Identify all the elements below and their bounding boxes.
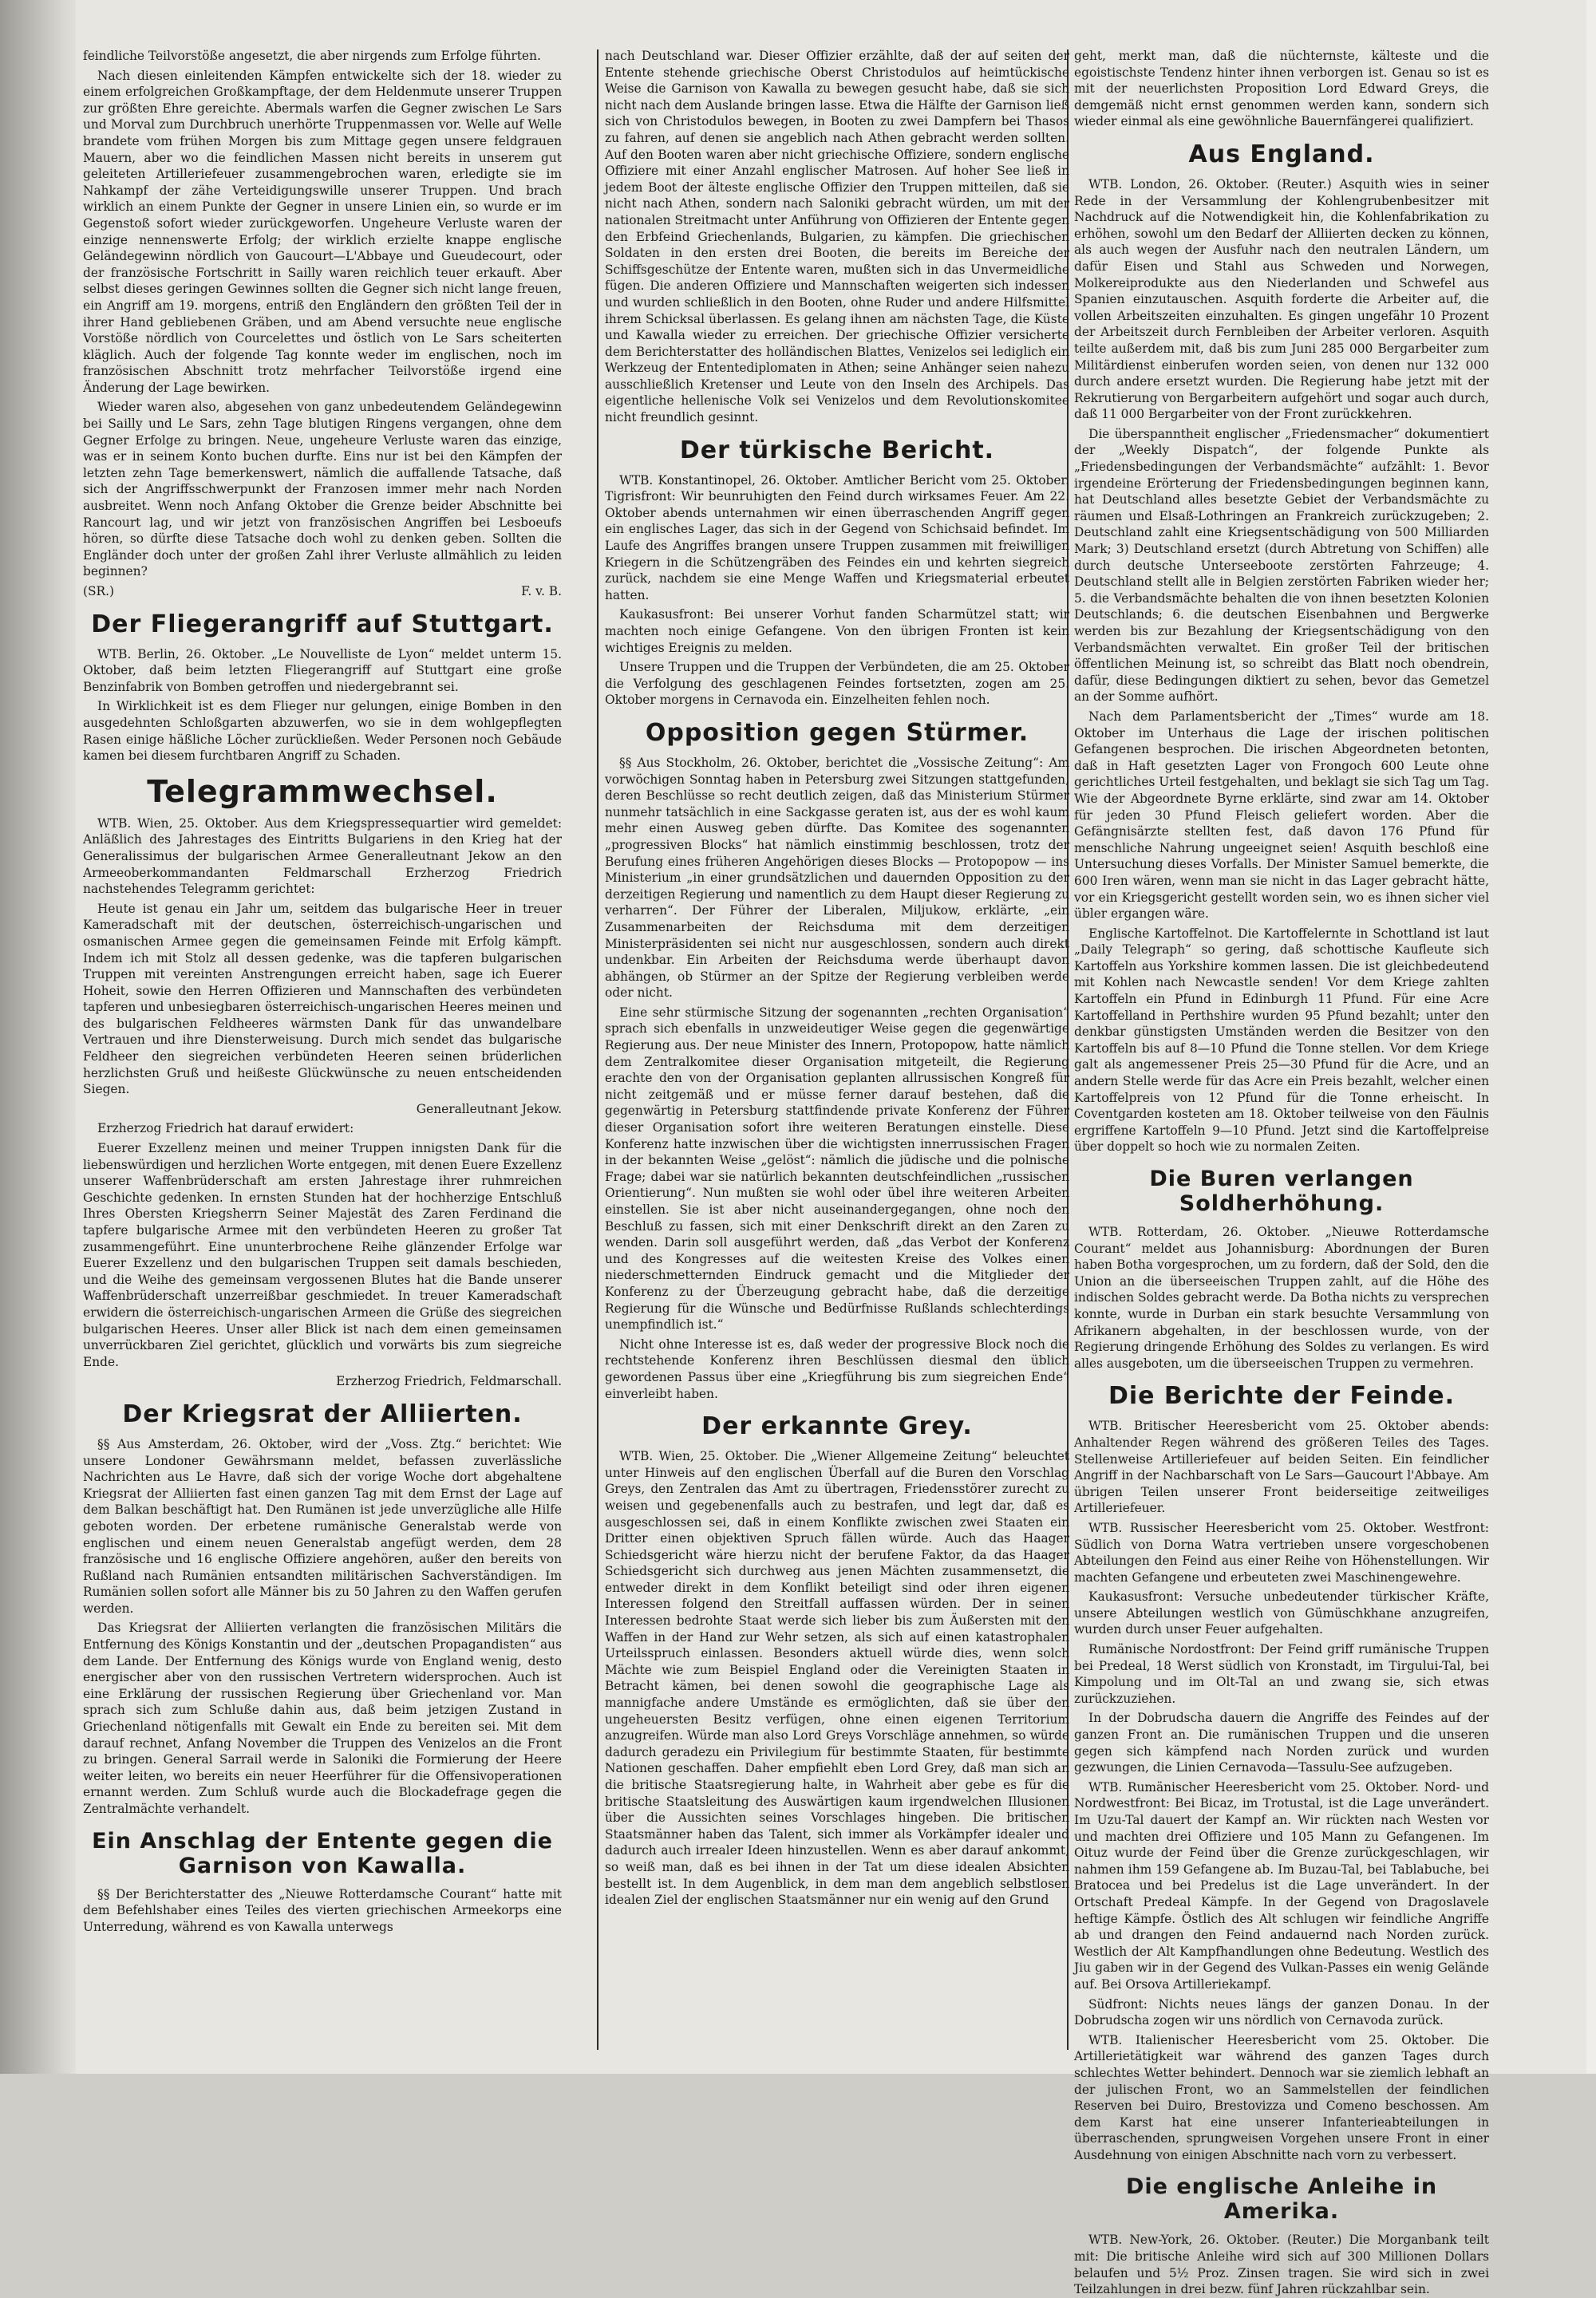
headline-berichte-der-feinde: Die Berichte der Feinde. xyxy=(1108,1382,1456,1411)
article-paragraph: WTB. Berlin, 26. Oktober. „Le Nouvelliste de Lyon“ meldet unterm 15. Oktober, daß beim letzten Fliegerangriff auf Stuttgart eine große Benzinfabrik von Bomben getroffen und niedergebrannt sei. xyxy=(83,646,562,694)
article-paragraph: Nicht ohne Interesse ist es, daß weder der progressive Block noch die rechtstehende Konferenz ihren Beschlüssen diesmal den üblich gewordenen Passus über eine „Kriegführung bis zum siegreichen Ende“ einverleibt haben. xyxy=(605,1337,1069,1401)
article-paragraph: WTB. Wien, 25. Oktober. Die „Wiener Allgemeine Zeitung“ beleuchtet unter Hinweis auf den englischen Überfall auf die Buren den Vorschlag Greys, den Zentralen das Amt zu übertragen, Friedensstörer zurecht zu weisen und gegebenenfalls auch zu bestrafen, und legt dar, daß es ausgeschlossen sei, daß in einem Konflikte zwischen zwei Staaten ein Dritter einen objektiven Spruch fällen würde. Auch das Haager Schiedsgericht wäre hierzu nicht der berufene Faktor, da das Haager Schiedsgericht sich durchweg aus jenen Mächten zusammensetzt, die entweder direkt in dem Konflikt beteiligt sind oder ihren eigenen Interessen folgend den Streitfall auffassen würden. Der in seinen Interessen bedrohte Staat werde sich lieber bis zum Äußersten mit den Waffen in der Hand zur Wehr setzen, als sich auf einen katastrophalen Urteilsspruch einlassen. Besonders aktuell würde dies, wenn solch Mächte wie zum Beispiel England oder die Vereinigten Staaten in Betracht kämen, bei denen sowohl die geographische Lage als mannigfache andere Umstände es ermöglichten, daß sie über den ungeheuersten Besitz verfügen, ohne einen eigenen Territorium anzugreifen. Würde man also Lord Greys Vorschläge annehmen, so würde dadurch geradezu ein Privilegium für bestimmte Staaten, für bestimmte Nationen geschaffen. Daher empfiehlt eben Lord Grey, daß man sich an die britische Staatsregierung halte, in Wahrheit aber gebe es für die britische Staatsleitung des Auswärtigen kaum irgendwelchen Illusionen über die Aussichten seines Vorschlages hingeben. Die britischen Staatsmänner haben das Talent, sich immer als Vorkämpfer idealer und dadurch auch irrealer Ideen hinzustellen. Wenn es aber darauf ankommt, so weiß man, daß es bei ihnen in der Tat um diese idealen Absichten bestellt ist. In dem Augenblick, in dem man dem angeblich selbstlosen idealen Ziel der englischen Staatsmänner nur ein wenig auf den Grund xyxy=(605,1449,1069,1908)
binding-spine xyxy=(0,0,76,2074)
article-paragraph: Englische Kartoffelnot. Die Kartoffelernte in Schottland ist laut „Daily Telegraph“ so gering, daß schottische Kaufleute sich Kartoffeln aus Yorkshire kommen lassen. Die ist gleichbedeutend mit Kohlen nach Newcastle senden! Vor dem Kriege zahlten Kartoffeln ein Pfund in Edinburgh 11 Pfund. Für eine Acre Kartoffelland in Perthshire wurden 95 Pfund bezahlt; unter den denkbar günstigsten Umständen werden die Besitzer von den Kartoffeln bis auf 8—10 Pfund die Tonne stellen. Vor dem Kriege galt als angemessener Preis 25—30 Pfund für die Acre, und an andern Stelle werde für das Acre ein Preis bezahlt, welcher einen Kartoffelpreis von 12 Pfund für die Tonne erheischt. In Coventgarden kosteten am 18. Oktober teilweise von den Fäulnis ergriffene Kartoffeln 9—10 Pfund. Jetzt sind die Kartoffelpreise über doppelt so hoch wie zu normalen Zeiten. xyxy=(1074,926,1489,1155)
article-paragraph: WTB. Wien, 25. Oktober. Aus dem Kriegspressequartier wird gemeldet: Anläßlich des Jahrestages des Eintritts Bulgariens in den Krieg hat der Generalissimus der bulgarischen Armee Generalleutnant Jekow an den Armeeoberkommandanten Feldmarschall Erzherzog Friedrich nachstehendes Telegramm gerichtet: xyxy=(83,815,562,897)
article-signature xyxy=(83,583,562,600)
article-paragraph: Das Kriegsrat der Alliierten verlangten die französischen Militärs die Entfernung des Königs Konstantin und der „deutschen Propagandisten“ aus dem Lande. Der Entfernung des Königs wurde von England wenig, desto energischer aber von den russischen Vertretern widersprochen. Auch ist eine Erklärung der russischen Regierung über Griechenland vor. Man sprach sich zum Schluße dahin aus, daß beim jetzigen Zustand in Griechenland nötigenfalls mit Gewalt ein Ende zu bereiten sei. Mit dem darauf rechnet, Anfang November die Truppen des Venizelos an die Front zu bringen. General Sarrail werde in Saloniki die Formierung der Heere weiter leiten, wo bereits ein neuer Heerführer für die Offensivoperationen ernannt werden. Zum Schluß wurde auch die Blockadefrage gegen die Zentralmächte verhandelt. xyxy=(83,1621,562,1816)
article-paragraph: Eine sehr stürmische Sitzung der sogenannten „rechten Organisation“ sprach sich ebenfalls in unzweideutiger Weise gegen die gegenwärtige Regierung aus. Der neue Minister des Innern, Protopopow, hatte nämlich dem Zentralkomitee dieser Organisation mitgeteilt, die Regierung erachte den von der Organisation geplanten allrussischen Kongreß für nicht zeitgemäß und er müsse ferner darauf bestehen, daß die gegenwärtig in Petersburg stattfindende private Konferenz der Führer dieser Organisation sofort ihre weiteren Beratungen einstelle. Diese Konferenz hatte inzwischen über die wichtigsten innerrussischen Fragen in der bekannten Weise „gelöst“: nämlich die jüdische und die polnische Frage; dabei war sie natürlich bekannten deutschfeindlichen „russischen Orientierung“. Nun mußten sie wohl oder übel ihre weiteren Arbeiten einstellen. Sie ist aber nicht auseinandergegangen, ohne noch den Beschluß zu fassen, sich mit einer Denkschrift direkt an den Zaren zu wenden. Darin soll ausgeführt werden, daß „das Verbot der Konferenz und des Kongresses auf die weitesten Kreise des Volkes einen niederschmetternden Eindruck gemacht und die Mitglieder der Konferenz zu der Überzeugung gebracht habe, daß die derzeitige Regierung für die Wünsche und Bedürfnisse Rußlands schlechterdings unempfindlich ist.“ xyxy=(605,1005,1069,1333)
column-middle xyxy=(605,48,1069,2042)
article-paragraph: Nach dem Parlamentsbericht der „Times“ wurde am 18. Oktober im Unterhaus die Lage der irischen politischen Gefangenen besprochen. Die irischen Abgeordneten betonten, daß in Haft gesetzten Lager von Frongoch 600 Leute ohne gerichtliches Urteil festgehalten, und beklagt sie sich Tag um Tag. Wie der Abgeordnete Byrne erklärte, sind zwar am 14. Oktober für jeden 30 Pfund Fleisch geliefert worden. Aber die Gefängnisärzte stellten fest, daß davon 176 Pfund für menschliche Nahrung ungeeignet seien! Asquith beschloß eine Untersuchung dieses Vorfalls. Der Minister Samuel bemerkte, die 600 Iren wären, wenn man sie nicht in das Lager gebracht hätte, vor ein Kriegsgericht gestellt worden sein, wo es ihnen sicher viel übler ergangen wäre. xyxy=(1074,709,1489,922)
article-paragraph: Kaukasusfront: Versuche unbedeutender türkischer Kräfte, unsere Abteilungen westlich von Gümüschkhane anzugreifen, wurden durch unser Feuer aufgehalten. xyxy=(1074,1589,1489,1637)
article-paragraph: WTB. London, 26. Oktober. (Reuter.) Asquith wies in seiner Rede in der Versammlung der Kohlengrubenbesitzer mit Nachdruck auf die Notwendigkeit hin, die Kohlenfabrikation zu erhöhen, sowohl um den Bedarf der Alliierten decken zu können, als auch wegen der Ausfuhr nach den neutralen Ländern, um dafür Eisen und Stahl aus Schweden und Norwegen, Molkereiprodukte aus den Niederlanden und Schwefel aus Spanien einzutauschen. Asquith forderte die Arbeiter auf, die vollen Arbeitszeiten einzuhalten. Es gingen ungefähr 10 Prozent der Arbeitszeit durch Fernbleiben der Arbeiter verloren. Asquith teilte außerdem mit, daß bis zum Juni 285 000 Bergarbeiter zum Militärdienst einberufen worden seien, von denen nur 132 000 durch andere ersetzt wurden. Die Regierung habe jetzt mit der Rekrutierung von Bergarbeitern aufgehört und sogar auch durch, daß 11 000 Bergarbeiter von der Front zurückkehren. xyxy=(1074,176,1489,422)
article-continuation-text: nach Deutschland war. Dieser Offizier erzählte, daß der auf seiten der Entente stehende griechische Oberst Christodulos auf heimtückische Weise die Garnison von Kawalla zu bewegen gesucht habe, daß sie sich nicht nach dem Auslande bringen lasse. Etwa die Hälfte der Garnison ließ sich von Christodulos bewegen, in Booten zu zwei Dampfern bei Thasos zu fahren, auf denen sie angeblich nach Athen gebracht werden sollten. Auf den Booten waren aber nicht griechische Offiziere, sondern englische Offiziere mit einer Anzahl englischer Matrosen. Auf hoher See ließ in jedem Boot der älteste englische Offizier den Truppen mitteilen, daß sie nicht nach Athen, sondern nach Saloniki gebracht würden, um mit der nationalen Streitmacht unter Anführung von Offizieren der Entente gegen den Erbfeind Griechenlands, Bulgarien, zu kämpfen. Die griechischen Soldaten in den ersten drei Booten, die bereits im Bereiche der Schiffsgeschütze der Entente waren, mußten sich in das Unvermeidliche fügen. Die anderen Offiziere und Mannschaften weigerten sich indessen und wurden schließlich in den Booten, ohne Ruder und andere Hilfsmittel ihrem Schicksal überlassen. Es gelang ihnen am nächsten Tage, die Küste und Kawalla wieder zu erreichen. Der griechische Offizier versicherte dem Berichterstatter des holländischen Blattes, Venizelos sei lediglich ein Werkzeug der Ententediplomaten in Athen; seine Anhänger seien nahezu ausschließlich Kretenser und Leute von den Inseln des Archipels. Das eigentliche hellenische Volk sei Venizelos und dem Revolutionskomitee nicht freundlich gesinnt. xyxy=(605,49,1069,425)
telegram-signature: Erzherzog Friedrich, Feldmarschall. xyxy=(336,1374,562,1389)
article-paragraph: §§ Der Berichterstatter des „Nieuwe Rotterdamsche Courant“ hatte mit dem Befehlshaber eines Teiles des vierten griechischen Armeekorps eine Unterredung, während es von Kawalla unterwegs xyxy=(83,1886,562,1934)
headline-aus-england: Aus England. xyxy=(1188,140,1375,168)
article-paragraph: Euerer Exzellenz meinen und meiner Truppen innigsten Dank für die liebenswürdigen und herzlichen Worte entgegen, mit denen Euere Exzellenz unserer Waffenbrüderschaft am ersten Jahrestage ihrer ruhmreichen Geschichte gedenken. In ernsten Stunden hat der hochherzige Entschluß Ihres Obersten Kriegsherrn Seiner Majestät des Zaren Ferdinand die tapfere bulgarische Armee mit den verbündeten Heeren zu großer Tat zusammengeführt. Eine ununterbrochene Reihe glänzender Erfolge war Euerer Exzellenz und den bulgarischen Truppen seit damals beschieden, und die Weihe des gemeinsam vergossenen Blutes hat die Bande unserer Waffenbrüderschaft unzerreißbar geschmiedet. In treuer Kameradschaft erwidern die österreichisch-ungarischen Armeen die Grüße des siegreichen bulgarischen Heeres. Unser aller Blick ist nach dem einen gemeinsamen unverrückbaren Ziel gerichtet, glücklich und vorwärts bis zum siegreiche Ende. xyxy=(83,1141,562,1369)
page-edge xyxy=(1586,0,1596,2074)
article-paragraph: WTB. Rotterdam, 26. Oktober. „Nieuwe Rotterdamsche Courant“ meldet aus Johannisburg: Abordnungen der Buren haben Botha vorgesprochen, um zu fordern, daß der Sold, den die Union an die überseeischen Truppen zahlt, auf die Höhe des indischen Soldes gebracht werde. Da Botha nichts zu versprechen konnte, wurde in Durban ein stark besuchte Versammlung von Afrikanern abgehalten, in der beschlossen wurde, von der Regierung dringende Erhöhung des Soldes zu verlangen. Es wird alles ausgeboten, um die überseeischen Truppen zu vermehren. xyxy=(1074,1225,1489,1371)
article-paragraph: WTB. Rumänischer Heeresbericht vom 25. Oktober. Nord- und Nordwestfront: Bei Bicaz, im Trotustal, ist die Lage unverändert. Im Uzu-Tal dauert der Kampf an. Wir rückten nach Westen vor und machten drei Offiziere und 105 Mann zu Gefangenen. Im Oituz wurde der Feind über die Grenze zurückgeschlagen, wir nahmen ihm 159 Gefangene ab. Im Buzau-Tal, bei Tablabuche, bei Bratocea und bei Predelus ist die Lage unverändert. In der Ortschaft Predeal Kämpfe. In der Gegend von Dragoslavele heftige Kämpfe. Östlich des Alt schlugen wir feindliche Angriffe ab und drangen den Feind andauernd nach Norden zurück. Westlich der Alt Kampfhandlungen ohne Bedeutung. Westlich des Jiu gaben wir in der Gegend des Vulkan-Passes ein wenig Gelände auf. Bei Orsova Artilleriekampf. xyxy=(1074,1779,1489,1992)
article-paragraph: WTB. Konstantinopel, 26. Oktober. Amtlicher Bericht vom 25. Oktober. Tigrisfront: Wir beunruhigten den Feind durch wirksames Feuer. Am 22. Oktober abends unternahmen wir einen überraschenden Angriff gegen ein englisches Lager, das sich in der Gegend von Schichsaid befindet. Im Laufe des Angriffes brangen unsere Truppen zusammen mit freiwilligen Kriegern in die Schützengräben des Feindes ein und kehrten siegreich zurück, nachdem sie eine Menge Waffen und Kriegsmaterial erbeutet hatten. xyxy=(605,472,1069,602)
article-paragraph: In der Dobrudscha dauern die Angriffe des Feindes auf der ganzen Front an. Die rumänischen Truppen und die unseren gegen sich kämpfend nach Norden zurück und wurden gezwungen, die Linien Cernavoda—Tassulu-See aufzugeben. xyxy=(1074,1711,1489,1775)
article-continuation-text: geht, merkt man, daß die nüchternste, kälteste und die egoistischste Tendenz hinter ihnen verborgen ist. Genau so ist es mit der neuerlichsten Proposition Lord Edward Greys, die demgemäß nicht ernst genommen werden kann, sondern sich wieder einmal als eine gewöhnliche Bauernfängerei qualifiziert. xyxy=(1074,49,1489,129)
article-continuation-text: feindliche Teilvorstöße angesetzt, die aber nirgends zum Erfolge führten. xyxy=(83,49,541,63)
article-paragraph: Kaukasusfront: Bei unserer Vorhut fanden Scharmützel statt; wir machten noch einige Gefangene. Von den übrigen Fronten ist kein wichtiges Ereignis zu melden. xyxy=(605,607,1069,655)
article-paragraph: Heute ist genau ein Jahr um, seitdem das bulgarische Heer in treuer Kameradschaft mit der deutschen, österreichisch-ungarischen und osmanischen Armee gegen die gemeinsamen Feinde mit Erfolg kämpft. Indem ich mit Stolz all dessen gedenke, was die tapferen bulgarischen Truppen mit vereinten Anstrengungen erreicht haben, sage ich Euerer Hoheit, sowie den Herren Offizieren und Mannschaften des verbündeten tapferen und unbesiegbaren österreichisch-ungarischen Heeres meinen und des bulgarischen Feldheeres wärmsten Dank für das unwandelbare Vertrauen und ihre Diensterweisung. Durch mich sendet das bulgarische Feldheer den siegreichen verbündeten Heeren seinen brüderlichen herzlichsten Gruß und heißeste Glückwünsche zu neuen entscheidenden Siegen. xyxy=(83,901,562,1097)
column-rule-left xyxy=(597,49,598,2050)
article-paragraph: Rumänische Nordostfront: Der Feind griff rumänische Truppen bei Predeal, 18 Werst südlich von Kronstadt, im Tirgului-Tal, bei Kimpolung und im Olt-Tal an und zwang sie, sich etwas zurückzuziehen. xyxy=(1074,1642,1489,1706)
article-paragraph: Erzherzog Friedrich hat darauf erwidert: xyxy=(97,1121,354,1136)
article-paragraph: §§ Aus Amsterdam, 26. Oktober, wird der „Voss. Ztg.“ berichtet: Wie unsere Londoner Gewährsmann meldet, befassen zuverlässliche Nachrichten aus Le Havre, daß sich der vorige Woche dort abgehaltene Kriegsrat der Alliierten fast einen ganzen Tag mit dem Ernst der Lage auf dem Balkan beschäftigt hat. Den Rumänen ist jede unverzügliche alle Hilfe geboten worden. Der erbetene rumänische Generalstab werde von englischen und einem neuen Generalstab angefügt werden, dem 28 französische und 16 englische Offiziere angehören, außer den bereits von Rußland nach Rumänien entsandten militärischen Sachverständigen. Im Rumänien sollen sofort alle Männer bis zu 50 Jahren zu den Waffen gerufen werden. xyxy=(83,1436,562,1616)
headline-buren-soldherhoehung: Die Buren verlangen Soldherhöhung. xyxy=(1149,1167,1414,1216)
headline-kriegsrat: Der Kriegsrat der Alliierten. xyxy=(122,1400,523,1428)
article-paragraph: §§ Aus Stockholm, 26. Oktober, berichtet die „Vossische Zeitung“: Am vorwöchigen Sonntag haben in Petersburg zwei Sitzungen stattgefunden, deren Beschlüsse so recht deutlich zeigen, daß das Ministerium Stürmer nunmehr tatsächlich in eine Sackgasse geraten ist, aus der es wohl kaum mehr einen Ausweg geben dürfte. Das Komitee des sogenannten „progressiven Blocks“ hat nämlich einstimmig beschlossen, trotz der Berufung eines früheren Angehörigen dieses Blocks — Protopopow — ins Ministerium „in einer grundsätzlichen und dauernden Opposition zu der derzeitigen Regierung und namentlich zu dem Haupt dieser Regierung zu verharren“. Der Führer der Liberalen, Miljukow, erklärte, „ein Zusammenarbeiten der Reichsduma mit dem derzeitigen Ministerpräsidenten sei nicht nur ausgeschlossen, sondern auch direkt undenkbar. Ein Arbeiten der Reichsduma werde überhaupt davon abhängen, ob Stürmer an der Spitze der Regierung verbleiben werde oder nicht. xyxy=(605,755,1069,1001)
headline-erkannte-grey: Der erkannte Grey. xyxy=(701,1412,973,1441)
telegram-signature: Generalleutnant Jekow. xyxy=(416,1101,562,1116)
article-paragraph: Unsere Truppen und die Truppen der Verbündeten, die am 25. Oktober die Verfolgung des geschlagenen Feindes fortsetzten, zogen am 25. Oktober morgens in Cernavoda ein. Einzelheiten fehlen noch. xyxy=(605,660,1069,708)
article-paragraph: Südfront: Nichts neues längs der ganzen Donau. In der Dobrudscha zogen wir uns nördlich von Cernavoda zurück. xyxy=(1074,1996,1489,2028)
article-paragraph: Nach diesen einleitenden Kämpfen entwickelte sich der 18. wieder zu einem erfolgreichen Großkampftage, der dem Heldenmute unserer Truppen zur größten Ehre gereichte. Abermals warfen die Gegner zwischen Le Sars und Morval zum Durchbruch unerhörte Truppenmassen vor. Welle auf Welle brandete vom frühen Morgen bis zum Mittage gegen unsere feldgrauen Mauern, aber wo die feindlichen Massen nicht bereits in unserem gut geleiteten Artilleriefeuer zusammengebrochen waren, erledigte sie im Nahkampf der zähe Verteidigungswille unserer Truppen. Und brach wirklich an einem Punkte der Gegner in unsere Linien ein, so wurde er im Gegenstoß sofort wieder zurückgeworfen. Ungeheure Verluste waren der einzige nennenswerte Erfolg; der wirklich erzielte knappe englische Geländegewinn nördlich von Gaucourt—L'Abbaye und Gueudecourt, oder der französische Fortschritt in Sailly waren reichlich teuer erkauft. Aber selbst dieses geringen Gewinnes sollten die Gegner sich nicht lange freuen, ein Angriff am 19. morgens, entriß den Engländern den größten Teil der in ihrer Hand gebliebenen Gräben, und am Abend versuchte neue englische Vorstöße nördlich von Courcelettes und östlich von Le Sars scheiterten kläglich. Auch der folgende Tag konnte weder im englischen, noch im französischen Abschnitt trotz mehrfacher Teilvorstöße irgend eine Änderung der Lage bewirken. xyxy=(83,68,562,395)
article-paragraph: Die überspanntheit englischer „Friedensmacher“ dokumentiert der „Weekly Dispatch“, der folgende Punkte als „Friedensbedingungen der Verbandsmächte“ aufzählt: 1. Bevor irgendeine Erörterung der Friedensbedingungen beginnen kann, hat Deutschland alles besetzte Gebiet der Verbandsmächte zu räumen und Elsaß-Lothringen an Frankreich zurückzugeben; 2. Deutschland zahlt eine Kriegsentschädigung von 500 Milliarden Mark; 3) Deutschland ersetzt (durch Abtretung von Schiffen) alle durch deutsche Unterseeboote zerstörten Fahrzeuge; 4. Deutschland stellt alle in Belgien zerstörten Fabriken wieder her; 5. die Verbandsmächte behalten die von ihnen besetzten Kolonien Deutschlands; 6. die deutschen Eisenbahnen und Bergwerke werden bis zur Bezahlung der Kriegsentschädigung von den Verbandsmächten verwaltet. Ein großer Teil der britischen öffentlichen Meinung ist, so schreibt das Blatt noch obendrein, dafür, diese Bedingungen diktiert zu sehen, bevor das Gemetzel an der Somme aufhört. xyxy=(1074,426,1489,705)
headline-anschlag-kawalla: Ein Anschlag der Entente gegen die Garnison von Kawalla. xyxy=(92,1828,553,1878)
article-paragraph: WTB. New-York, 26. Oktober. (Reuter.) Die Morganbank teilt mit: Die britische Anleihe wird sich auf 300 Millionen Dollars belaufen und 5½ Proz. Zinsen tragen. Sie wird sich in zwei Teilzahlungen in drei bezw. fünf Jahren rückzahlbar sein. xyxy=(1074,2233,1489,2297)
author-initials: F. v. B. xyxy=(521,584,562,598)
column-right xyxy=(1074,48,1489,2297)
article-paragraph: Wieder waren also, abgesehen von ganz unbedeutendem Geländegewinn bei Sailly und Le Sars, zehn Tage blutigen Ringens vergangen, ohne dem Gegner Erfolge zu bringen. Neue, ungeheure Verluste waren das einzige, was er in seinem Konto buchen durfte. Eins nur ist bei den Kämpfen der letzten zehn Tage bemerkenswert, nämlich die auffallende Tatsache, daß sich der Angriffsschwerpunkt der Franzosen immer mehr nach Norden ausbreitet. Wenn noch Anfang Oktober die Grenze beider Abschnitte bei Rancourt lag, und wir jetzt von französischen Angriffen bei Lesboeufs hören, so dürfte diese Tatsache doch wohl zu denken geben. Sollten die Engländer doch unter der großen Zahl ihrer Verluste allmählich zu leiden beginnen? xyxy=(83,400,562,579)
column-left xyxy=(83,48,562,2042)
headline-englische-anleihe: Die englische Anleihe in Amerika. xyxy=(1125,2174,1438,2225)
headline-fliegerangriff: Der Fliegerangriff auf Stuttgart. xyxy=(91,610,554,638)
headline-telegrammwechsel: Telegrammwechsel. xyxy=(147,773,498,809)
source-mark: (SR.) xyxy=(83,584,115,598)
article-paragraph: WTB. Britischer Heeresbericht vom 25. Oktober abends: Anhaltender Regen während des größeren Teiles des Tages. Stellenweise Artilleriefeuer auf beiden Seiten. Ein feindlicher Angriff in der Nachbarschaft von Le Sars—Gaucourt l'Abbaye. Am übrigen Teilen unserer Front beiderseitige zeitweiliges Artilleriefeuer. xyxy=(1074,1419,1489,1516)
headline-opposition-stuermer: Opposition gegen Stürmer. xyxy=(645,718,1029,747)
article-paragraph: WTB. Russischer Heeresbericht vom 25. Oktober. Westfront: Südlich von Dorna Watra vertrieben unsere vorgeschobenen Abteilungen den Feind aus einer Reihe von Höhenstellungen. Wir machten Gefangene und erbeuteten zwei Maschinengewehre. xyxy=(1074,1520,1489,1585)
article-paragraph: WTB. Italienischer Heeresbericht vom 25. Oktober. Die Artillerietätigkeit war während des ganzen Tages durch schlechtes Wetter behindert. Dennoch war sie ziemlich lebhaft an der julischen Front, wo an Sammelstellen der feindlichen Reserven bei Duiro, Brestovizza und Comeno beschossen. Am dem Karst hat eine unserer Infanterieabteilungen in überraschenden, sprungweisen Vorgehen unsere Front in einer Ausdehnung von einigen Abschnitte nach vorn zu verbessert. xyxy=(1074,2032,1489,2162)
headline-tuerkischer-bericht: Der türkische Bericht. xyxy=(679,436,995,464)
article-paragraph: In Wirklichkeit ist es dem Flieger nur gelungen, einige Bomben in den ausgedehnten Schloßgarten abzuwerfen, wo sie in dem wohlgepflegten Rasen einige häßliche Löcher zurückließen. Weder Personen noch Gebäude kamen bei diesem furchtbaren Angriff zu Schaden. xyxy=(83,699,562,764)
